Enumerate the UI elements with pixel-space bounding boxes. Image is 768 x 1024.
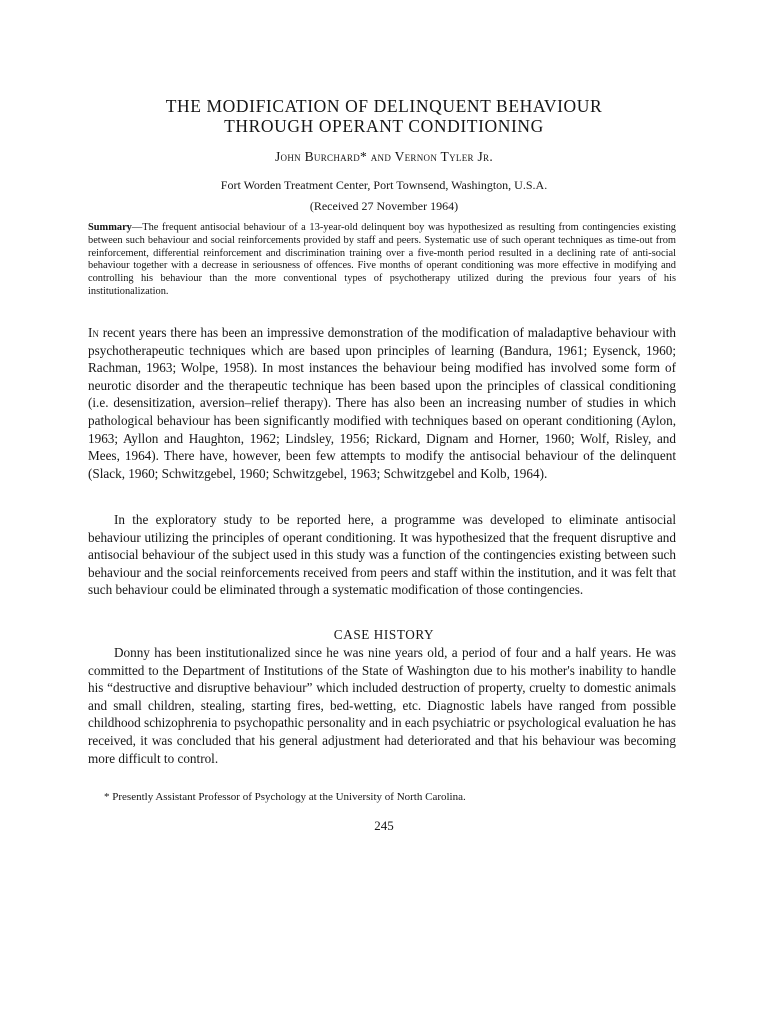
case-history-paragraph: Donny has been institutionalized since he was nine years old, a period of four and a half years. He was committed to the Department of Institutions of the State of Washington due to his mother's inability to handle his “destructive and disruptive behaviour” which included destruction of property, cruelty to domestic animals and small children, stealing, starting fires, bed-wetting, etc. Diagnostic labels have ranged from possible childhood schizophrenia to psychopathic personality and in each psychiatric or psychological evaluation he has received, it was concluded that his general adjustment had deteriorated and that his behaviour was becoming more difficult to control. (88, 645, 676, 766)
received-date: (Received 27 November 1964) (309, 199, 459, 213)
paper-title-line-1: THE MODIFICATION OF DELINQUENT BEHAVIOUR (165, 96, 603, 116)
intro-paragraph-2: In the exploratory study to be reported here, a programme was developed to eliminate antisocial behaviour utilizing the principles of operant conditioning. It was hypothesized that the frequent disruptive and antisocial behaviour of the subject used in this study was a function of the contingencies existing between such behaviour and the social reinforcements received from peers and staff within the institution, and it was felt that such behaviour could be eliminated through a systematic modification of those contingencies. (88, 512, 676, 598)
page-number: 245 (374, 818, 394, 833)
summary-label: Summary (88, 222, 132, 233)
author-affiliation: Fort Worden Treatment Center, Port Townsend, Washington, U.S.A. (220, 178, 548, 192)
intro-paragraph-1 (88, 324, 676, 482)
summary-abstract (88, 222, 676, 299)
section-heading-case-history: CASE HISTORY (333, 627, 435, 642)
author-names: John Burchard* and Vernon Tyler Jr. (274, 149, 494, 164)
summary-text: —The frequent antisocial behaviour of a 13-year-old delinquent boy was hypothesized as resulting from contingencies existing between such behaviour and social reinforcements provided by staff and peers. Systematic use of such operant techniques as time-out from reinforcement, differential reinforcement and discrimination training over a five-month period resulted in a declining rate of anti-social behaviour together with a decrease in seriousness of offences. Five months of operant conditioning was more effective in modifying and controlling his behaviour than the more conventional types of psychotherapy utilized during the previous four years of his institutionalization. (88, 222, 676, 297)
intro-paragraph-1-text: recent years there has been an impressive demonstration of the modification of maladaptive behaviour with psychotherapeutic techniques which are based upon principles of learning (Bandura, 1961; Eysenck, 1960; Rachman, 1963; Wolpe, 1958). In most instances the behaviour being modified has involved some form of neurotic disorder and the therapeutic technique has been based upon the principles of classical conditioning (i.e. desensitization, aversion–relief therapy). There has also been an increasing number of studies in which pathological behaviour has been significantly modified with techniques based on operant conditioning (Aylon, 1963; Ayllon and Haughton, 1962; Lindsley, 1956; Rickard, Dignam and Horner, 1960; Wolf, Risley, and Mees, 1964). There have, however, been few attempts to modify the antisocial behaviour of the delinquent (Slack, 1960; Schwitzgebel, 1960; Schwitzgebel, 1963; Schwitzgebel and Kolb, 1964). (88, 325, 676, 481)
intro-lead-word: In (88, 325, 99, 340)
paper-title-line-2: THROUGH OPERANT CONDITIONING (224, 116, 544, 136)
author-footnote: * Presently Assistant Professor of Psychology at the University of North Carolina. (104, 791, 466, 803)
